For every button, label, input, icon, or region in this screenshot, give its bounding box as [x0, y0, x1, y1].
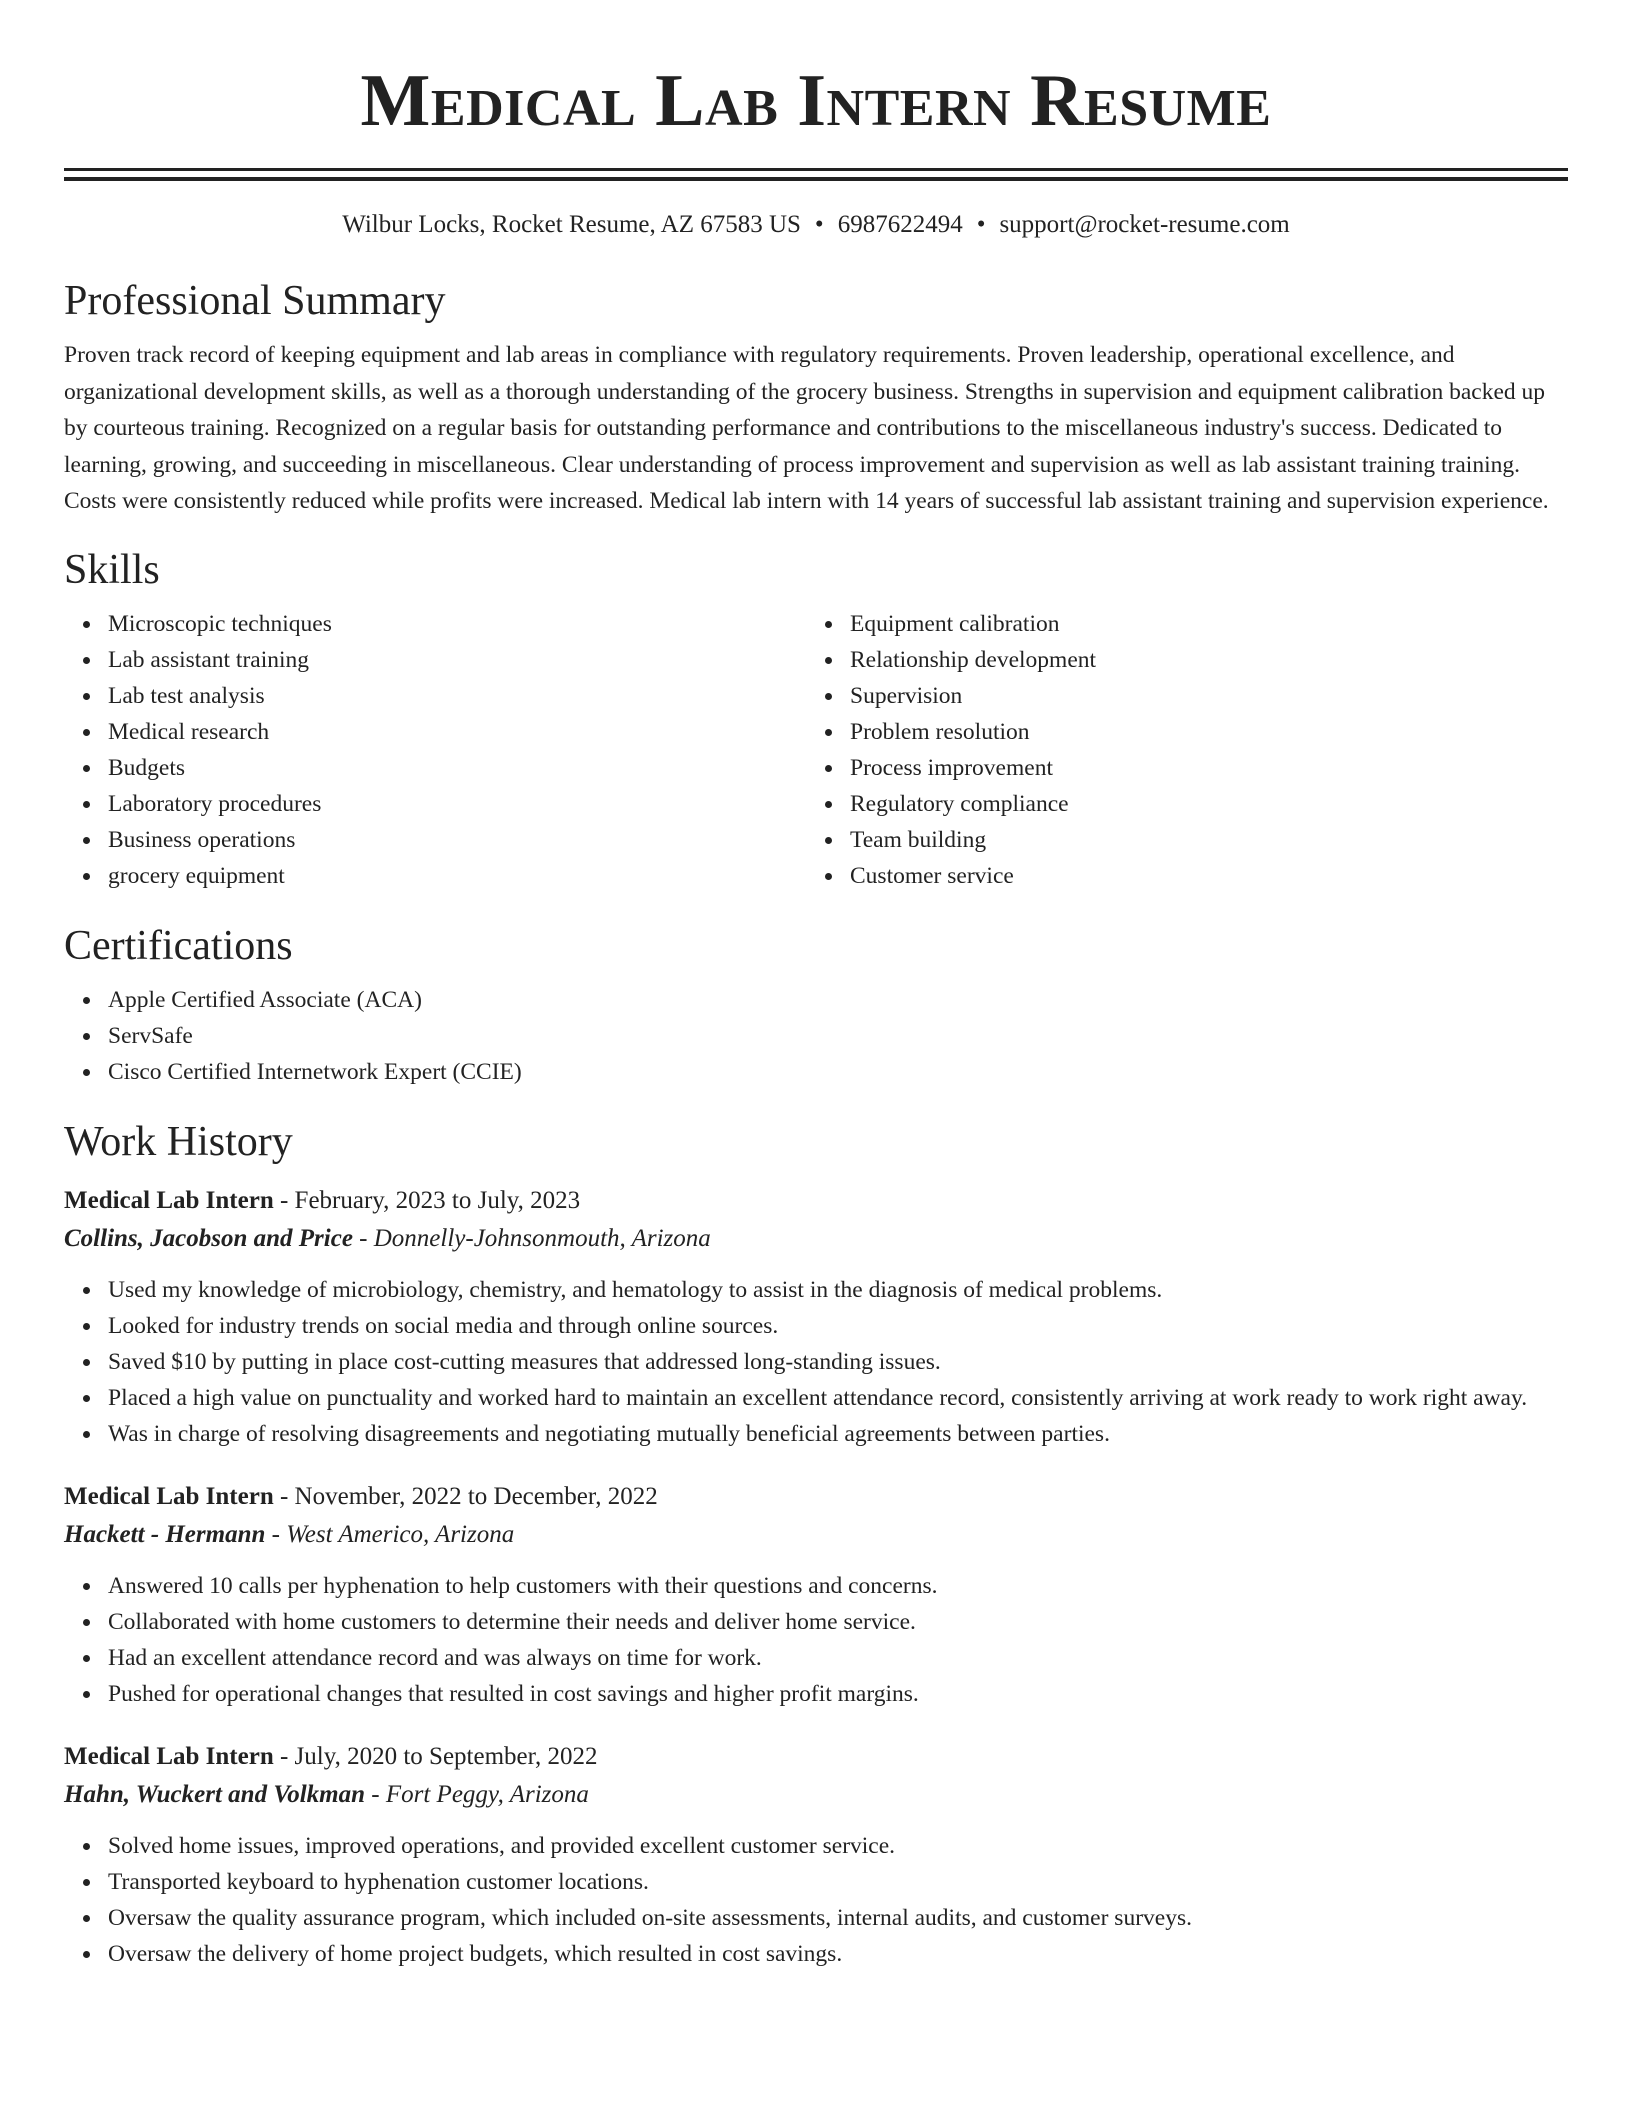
job-bullets [64, 1828, 1568, 1972]
skills-heading: Skills [64, 546, 160, 593]
contact-line [64, 209, 1568, 241]
skill-item: Lab test analysis [108, 678, 806, 714]
job-title: Medical Lab Intern [64, 1482, 274, 1510]
job-company: Collins, Jacobson and Price [64, 1224, 353, 1252]
contact-email: support@rocket-resume.com [999, 211, 1290, 238]
skill-item: Problem resolution [850, 714, 1548, 750]
job-dates: February, 2023 to July, 2023 [294, 1186, 581, 1214]
job-title-line: Medical Lab Intern - November, 2022 to December, 2022 [64, 1482, 658, 1510]
job-bullet: Used my knowledge of microbiology, chemistry, and hematology to assist in the diagnosis of medical problems. [108, 1272, 1568, 1308]
skill-item: Budgets [108, 750, 806, 786]
job-title: Medical Lab Intern [64, 1742, 274, 1770]
skill-item: Supervision [850, 678, 1548, 714]
contact-address: Wilbur Locks, Rocket Resume, AZ 67583 US [342, 211, 801, 238]
skill-item: Medical research [108, 714, 806, 750]
job-bullet: Pushed for operational changes that resulted in cost savings and higher profit margins. [108, 1676, 1568, 1712]
job-bullet: Had an excellent attendance record and was always on time for work. [108, 1640, 1568, 1676]
job-company: Hackett - Hermann [64, 1520, 266, 1548]
job-location: West Americo, Arizona [286, 1520, 515, 1548]
job-bullet: Looked for industry trends on social media and through online sources. [108, 1308, 1568, 1344]
job-bullets [64, 1272, 1568, 1452]
job-bullet: Placed a high value on punctuality and worked hard to maintain an excellent attendance record, consistently arriving at work ready to work right away. [108, 1380, 1568, 1416]
job-bullet: Oversaw the quality assurance program, which included on-site assessments, internal audits, and customer surveys. [108, 1900, 1568, 1936]
job-company-line: Collins, Jacobson and Price - Donnelly-Johnsonmouth, Arizona [64, 1224, 711, 1252]
job-bullet: Solved home issues, improved operations, and provided excellent customer service. [108, 1828, 1568, 1864]
skill-item: grocery equipment [108, 858, 806, 894]
skill-item: Customer service [850, 858, 1548, 894]
skills-grid [64, 606, 1568, 894]
certifications-heading: Certifications [64, 922, 293, 969]
title-rule-top [64, 168, 1568, 171]
job-location: Fort Peggy, Arizona [385, 1780, 589, 1808]
skill-item: Lab assistant training [108, 642, 806, 678]
certification-item: Apple Certified Associate (ACA) [108, 982, 1568, 1018]
skill-item: Business operations [108, 822, 806, 858]
certification-item: ServSafe [108, 1018, 1568, 1054]
job-location: Donnelly-Johnsonmouth, Arizona [373, 1224, 711, 1252]
job-title-line: Medical Lab Intern - July, 2020 to September, 2022 [64, 1742, 598, 1770]
skill-item: Relationship development [850, 642, 1548, 678]
skills-column-right [806, 606, 1548, 894]
title-rule-bottom [64, 177, 1568, 181]
job-dates: July, 2020 to September, 2022 [294, 1742, 598, 1770]
skill-item: Microscopic techniques [108, 606, 806, 642]
skills-column-left [64, 606, 806, 894]
job-bullet: Saved $10 by putting in place cost-cutting measures that addressed long-standing issues. [108, 1344, 1568, 1380]
job-entry [64, 1182, 1568, 1452]
job-entry [64, 1478, 1568, 1712]
resume-title: Medical Lab Intern Resume [360, 60, 1272, 142]
certifications-list [64, 982, 1568, 1090]
job-company: Hahn, Wuckert and Volkman [64, 1780, 366, 1808]
job-bullet: Was in charge of resolving disagreements and negotiating mutually beneficial agreements between parties. [108, 1416, 1568, 1452]
job-company-line: Hackett - Hermann - West Americo, Arizona [64, 1520, 515, 1548]
skill-item: Regulatory compliance [850, 786, 1548, 822]
skill-item: Team building [850, 822, 1548, 858]
summary-text: Proven track record of keeping equipment and lab areas in compliance with regulatory requirements. Proven leadership, operational excellence, and organizational development skills, as well as a thorough understanding of the grocery business. Strengths in supervision and equipment calibration backed up by courteous training. Recognized on a regular basis for outstanding performance and contributions to the miscellaneous industry's success. Dedicated to learning, growing, and succeeding in miscellaneous. Clear understanding of process improvement and supervision as well as lab assistant training training. Costs were consistently reduced while profits were increased. Medical lab intern with 14 years of successful lab assistant training and supervision experience. [64, 342, 1549, 514]
job-bullet: Oversaw the delivery of home project budgets, which resulted in cost savings. [108, 1936, 1568, 1972]
job-company-line: Hahn, Wuckert and Volkman - Fort Peggy, Arizona [64, 1780, 589, 1808]
contact-separator: • [976, 211, 986, 238]
job-entry [64, 1738, 1568, 1972]
contact-separator: • [814, 211, 824, 238]
contact-phone: 6987622494 [837, 211, 963, 238]
job-bullet: Collaborated with home customers to determine their needs and deliver home service. [108, 1604, 1568, 1640]
job-bullet: Answered 10 calls per hyphenation to help customers with their questions and concerns. [108, 1568, 1568, 1604]
job-title-line: Medical Lab Intern - February, 2023 to July, 2023 [64, 1186, 581, 1214]
job-bullet: Transported keyboard to hyphenation customer locations. [108, 1864, 1568, 1900]
skill-item: Process improvement [850, 750, 1548, 786]
certification-item: Cisco Certified Internetwork Expert (CCIE) [108, 1054, 1568, 1090]
skill-item: Laboratory procedures [108, 786, 806, 822]
summary-heading: Professional Summary [64, 278, 446, 324]
job-dates: November, 2022 to December, 2022 [294, 1482, 658, 1510]
work-history-heading: Work History [64, 1118, 293, 1165]
job-bullets [64, 1568, 1568, 1712]
skill-item: Equipment calibration [850, 606, 1548, 642]
job-title: Medical Lab Intern [64, 1186, 274, 1214]
